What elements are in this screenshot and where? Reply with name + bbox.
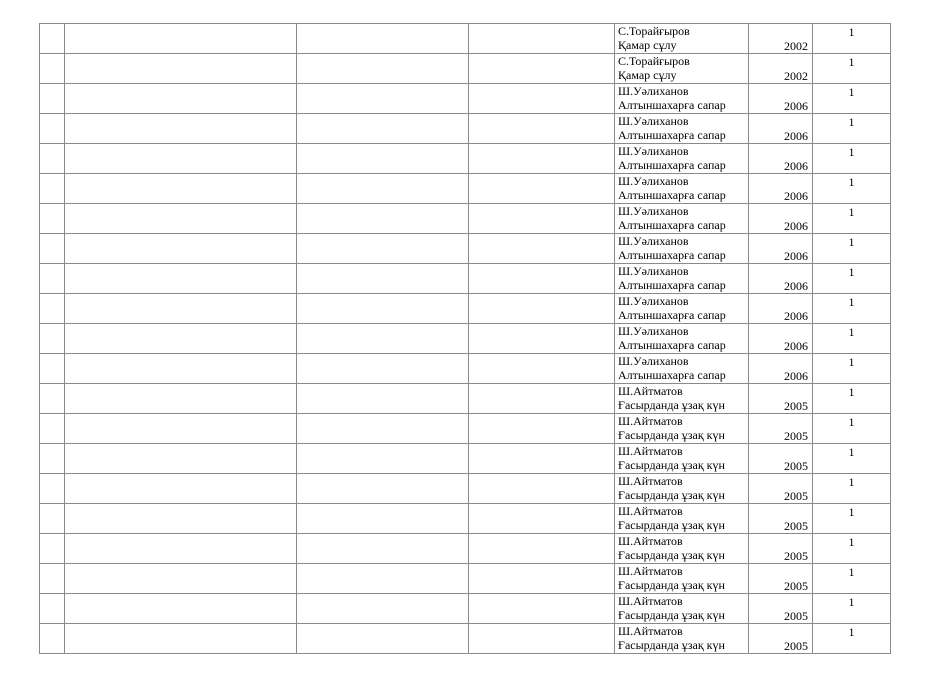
- year-cell: 2006: [749, 234, 813, 264]
- empty-cell: [297, 144, 469, 174]
- empty-cell: [469, 294, 615, 324]
- empty-cell: [469, 264, 615, 294]
- empty-cell: [65, 234, 297, 264]
- quantity-cell: 1: [813, 534, 891, 564]
- quantity-cell: 1: [813, 444, 891, 474]
- book-title: Ғасырданда ұзақ күн: [618, 518, 725, 532]
- empty-cell: [297, 114, 469, 144]
- year-cell: 2006: [749, 204, 813, 234]
- index-cell: [40, 174, 65, 204]
- table-body: [40, 24, 891, 654]
- author-name: Ш.Айтматов: [618, 444, 683, 458]
- empty-cell: [65, 594, 297, 624]
- book-cell: [615, 384, 749, 414]
- book-cell: [615, 234, 749, 264]
- index-cell: [40, 504, 65, 534]
- book-title: Алтыншахарға сапар: [618, 368, 726, 382]
- table-row: [40, 174, 891, 204]
- book-cell: [615, 204, 749, 234]
- empty-cell: [65, 204, 297, 234]
- index-cell: [40, 534, 65, 564]
- book-title: Алтыншахарға сапар: [618, 308, 726, 322]
- book-cell: [615, 564, 749, 594]
- book-cell: [615, 324, 749, 354]
- index-cell: [40, 324, 65, 354]
- empty-cell: [65, 54, 297, 84]
- index-cell: [40, 264, 65, 294]
- book-cell: [615, 264, 749, 294]
- empty-cell: [65, 384, 297, 414]
- book-cell: [615, 24, 749, 54]
- empty-cell: [469, 114, 615, 144]
- empty-cell: [469, 234, 615, 264]
- empty-cell: [469, 414, 615, 444]
- empty-cell: [297, 234, 469, 264]
- author-name: Ш.Уәлиханов: [618, 324, 689, 338]
- table-row: [40, 264, 891, 294]
- author-name: Ш.Уәлиханов: [618, 294, 689, 308]
- book-cell: [615, 354, 749, 384]
- empty-cell: [297, 444, 469, 474]
- empty-cell: [469, 54, 615, 84]
- quantity-cell: 1: [813, 624, 891, 654]
- empty-cell: [469, 324, 615, 354]
- empty-cell: [469, 204, 615, 234]
- table-row: [40, 384, 891, 414]
- empty-cell: [297, 264, 469, 294]
- empty-cell: [297, 474, 469, 504]
- year-cell: 2006: [749, 324, 813, 354]
- book-cell: [615, 114, 749, 144]
- year-cell: 2006: [749, 114, 813, 144]
- table-row: [40, 114, 891, 144]
- year-cell: 2006: [749, 354, 813, 384]
- quantity-cell: 1: [813, 174, 891, 204]
- quantity-cell: 1: [813, 354, 891, 384]
- quantity-cell: 1: [813, 294, 891, 324]
- empty-cell: [469, 624, 615, 654]
- book-title: Ғасырданда ұзақ күн: [618, 548, 725, 562]
- empty-cell: [469, 354, 615, 384]
- empty-cell: [469, 474, 615, 504]
- empty-cell: [65, 444, 297, 474]
- book-title: Ғасырданда ұзақ күн: [618, 578, 725, 592]
- table-row: [40, 444, 891, 474]
- index-cell: [40, 564, 65, 594]
- empty-cell: [65, 624, 297, 654]
- book-title: Алтыншахарға сапар: [618, 218, 726, 232]
- book-title: Алтыншахарға сапар: [618, 248, 726, 262]
- quantity-cell: 1: [813, 264, 891, 294]
- year-cell: 2005: [749, 624, 813, 654]
- index-cell: [40, 444, 65, 474]
- year-cell: 2006: [749, 174, 813, 204]
- book-title: Ғасырданда ұзақ күн: [618, 638, 725, 652]
- quantity-cell: 1: [813, 144, 891, 174]
- year-cell: 2006: [749, 144, 813, 174]
- book-cell: [615, 534, 749, 564]
- quantity-cell: 1: [813, 474, 891, 504]
- book-title: Ғасырданда ұзақ күн: [618, 608, 725, 622]
- empty-cell: [65, 264, 297, 294]
- empty-cell: [469, 384, 615, 414]
- empty-cell: [469, 534, 615, 564]
- book-title: Ғасырданда ұзақ күн: [618, 488, 725, 502]
- index-cell: [40, 144, 65, 174]
- year-cell: 2006: [749, 84, 813, 114]
- book-cell: [615, 144, 749, 174]
- index-cell: [40, 84, 65, 114]
- author-name: Ш.Уәлиханов: [618, 234, 689, 248]
- author-name: Ш.Уәлиханов: [618, 174, 689, 188]
- year-cell: 2006: [749, 294, 813, 324]
- empty-cell: [297, 594, 469, 624]
- book-cell: [615, 294, 749, 324]
- book-cell: [615, 624, 749, 654]
- author-name: Ш.Айтматов: [618, 384, 683, 398]
- table-row: [40, 204, 891, 234]
- author-name: Ш.Уәлиханов: [618, 114, 689, 128]
- empty-cell: [65, 114, 297, 144]
- table-row: [40, 534, 891, 564]
- author-name: Ш.Уәлиханов: [618, 204, 689, 218]
- quantity-cell: 1: [813, 234, 891, 264]
- index-cell: [40, 114, 65, 144]
- empty-cell: [297, 204, 469, 234]
- author-name: Ш.Айтматов: [618, 594, 683, 608]
- empty-cell: [297, 174, 469, 204]
- book-title: Қамар сұлу: [618, 68, 677, 82]
- empty-cell: [65, 84, 297, 114]
- index-cell: [40, 54, 65, 84]
- book-title: Алтыншахарға сапар: [618, 338, 726, 352]
- index-cell: [40, 24, 65, 54]
- quantity-cell: 1: [813, 24, 891, 54]
- empty-cell: [297, 624, 469, 654]
- empty-cell: [65, 564, 297, 594]
- empty-cell: [469, 504, 615, 534]
- empty-cell: [297, 504, 469, 534]
- book-title: Қамар сұлу: [618, 38, 677, 52]
- table-row: [40, 84, 891, 114]
- author-name: Ш.Уәлиханов: [618, 144, 689, 158]
- quantity-cell: 1: [813, 84, 891, 114]
- book-cell: [615, 474, 749, 504]
- year-cell: 2005: [749, 504, 813, 534]
- index-cell: [40, 354, 65, 384]
- book-cell: [615, 84, 749, 114]
- quantity-cell: 1: [813, 504, 891, 534]
- author-name: Ш.Айтматов: [618, 504, 683, 518]
- author-name: Ш.Уәлиханов: [618, 84, 689, 98]
- index-cell: [40, 234, 65, 264]
- quantity-cell: 1: [813, 384, 891, 414]
- empty-cell: [297, 534, 469, 564]
- empty-cell: [65, 174, 297, 204]
- index-cell: [40, 414, 65, 444]
- table-row: [40, 324, 891, 354]
- book-title: Ғасырданда ұзақ күн: [618, 458, 725, 472]
- quantity-cell: 1: [813, 414, 891, 444]
- book-title: Алтыншахарға сапар: [618, 188, 726, 202]
- book-cell: [615, 54, 749, 84]
- empty-cell: [65, 534, 297, 564]
- empty-cell: [65, 144, 297, 174]
- quantity-cell: 1: [813, 54, 891, 84]
- year-cell: 2006: [749, 264, 813, 294]
- quantity-cell: 1: [813, 204, 891, 234]
- empty-cell: [297, 414, 469, 444]
- year-cell: 2002: [749, 24, 813, 54]
- empty-cell: [297, 384, 469, 414]
- empty-cell: [297, 84, 469, 114]
- empty-cell: [469, 594, 615, 624]
- table-row: [40, 564, 891, 594]
- book-cell: [615, 174, 749, 204]
- author-name: Ш.Айтматов: [618, 414, 683, 428]
- empty-cell: [297, 294, 469, 324]
- year-cell: 2005: [749, 474, 813, 504]
- table-row: [40, 594, 891, 624]
- book-cell: [615, 414, 749, 444]
- empty-cell: [65, 414, 297, 444]
- quantity-cell: 1: [813, 594, 891, 624]
- empty-cell: [297, 564, 469, 594]
- empty-cell: [297, 54, 469, 84]
- empty-cell: [65, 294, 297, 324]
- year-cell: 2005: [749, 414, 813, 444]
- index-cell: [40, 294, 65, 324]
- quantity-cell: 1: [813, 114, 891, 144]
- table-row: [40, 414, 891, 444]
- empty-cell: [65, 354, 297, 384]
- year-cell: 2005: [749, 594, 813, 624]
- empty-cell: [469, 444, 615, 474]
- table-row: [40, 504, 891, 534]
- quantity-cell: 1: [813, 564, 891, 594]
- empty-cell: [297, 354, 469, 384]
- empty-cell: [297, 324, 469, 354]
- empty-cell: [65, 324, 297, 354]
- book-cell: [615, 444, 749, 474]
- empty-cell: [469, 24, 615, 54]
- empty-cell: [297, 24, 469, 54]
- year-cell: 2005: [749, 444, 813, 474]
- book-cell: [615, 594, 749, 624]
- table-row: [40, 294, 891, 324]
- table-row: [40, 354, 891, 384]
- year-cell: 2005: [749, 384, 813, 414]
- table-row: [40, 624, 891, 654]
- table-row: [40, 54, 891, 84]
- index-cell: [40, 474, 65, 504]
- index-cell: [40, 624, 65, 654]
- table-row: [40, 474, 891, 504]
- year-cell: 2002: [749, 54, 813, 84]
- empty-cell: [469, 144, 615, 174]
- empty-cell: [65, 504, 297, 534]
- author-name: С.Торайғыров: [618, 24, 690, 38]
- table-row: [40, 234, 891, 264]
- empty-cell: [469, 174, 615, 204]
- author-name: Ш.Айтматов: [618, 564, 683, 578]
- author-name: Ш.Уәлиханов: [618, 354, 689, 368]
- index-cell: [40, 384, 65, 414]
- book-cell: [615, 504, 749, 534]
- author-name: Ш.Айтматов: [618, 534, 683, 548]
- table-row: [40, 24, 891, 54]
- empty-cell: [65, 24, 297, 54]
- empty-cell: [65, 474, 297, 504]
- empty-cell: [469, 84, 615, 114]
- book-title: Алтыншахарға сапар: [618, 128, 726, 142]
- book-title: Алтыншахарға сапар: [618, 98, 726, 112]
- index-cell: [40, 594, 65, 624]
- book-title: Ғасырданда ұзақ күн: [618, 428, 725, 442]
- year-cell: 2005: [749, 564, 813, 594]
- book-title: Алтыншахарға сапар: [618, 278, 726, 292]
- index-cell: [40, 204, 65, 234]
- author-name: С.Торайғыров: [618, 54, 690, 68]
- book-title: Ғасырданда ұзақ күн: [618, 398, 725, 412]
- year-cell: 2005: [749, 534, 813, 564]
- book-title: Алтыншахарға сапар: [618, 158, 726, 172]
- book-inventory-table: [39, 23, 891, 654]
- table-row: [40, 144, 891, 174]
- author-name: Ш.Айтматов: [618, 624, 683, 638]
- author-name: Ш.Айтматов: [618, 474, 683, 488]
- empty-cell: [469, 564, 615, 594]
- quantity-cell: 1: [813, 324, 891, 354]
- author-name: Ш.Уәлиханов: [618, 264, 689, 278]
